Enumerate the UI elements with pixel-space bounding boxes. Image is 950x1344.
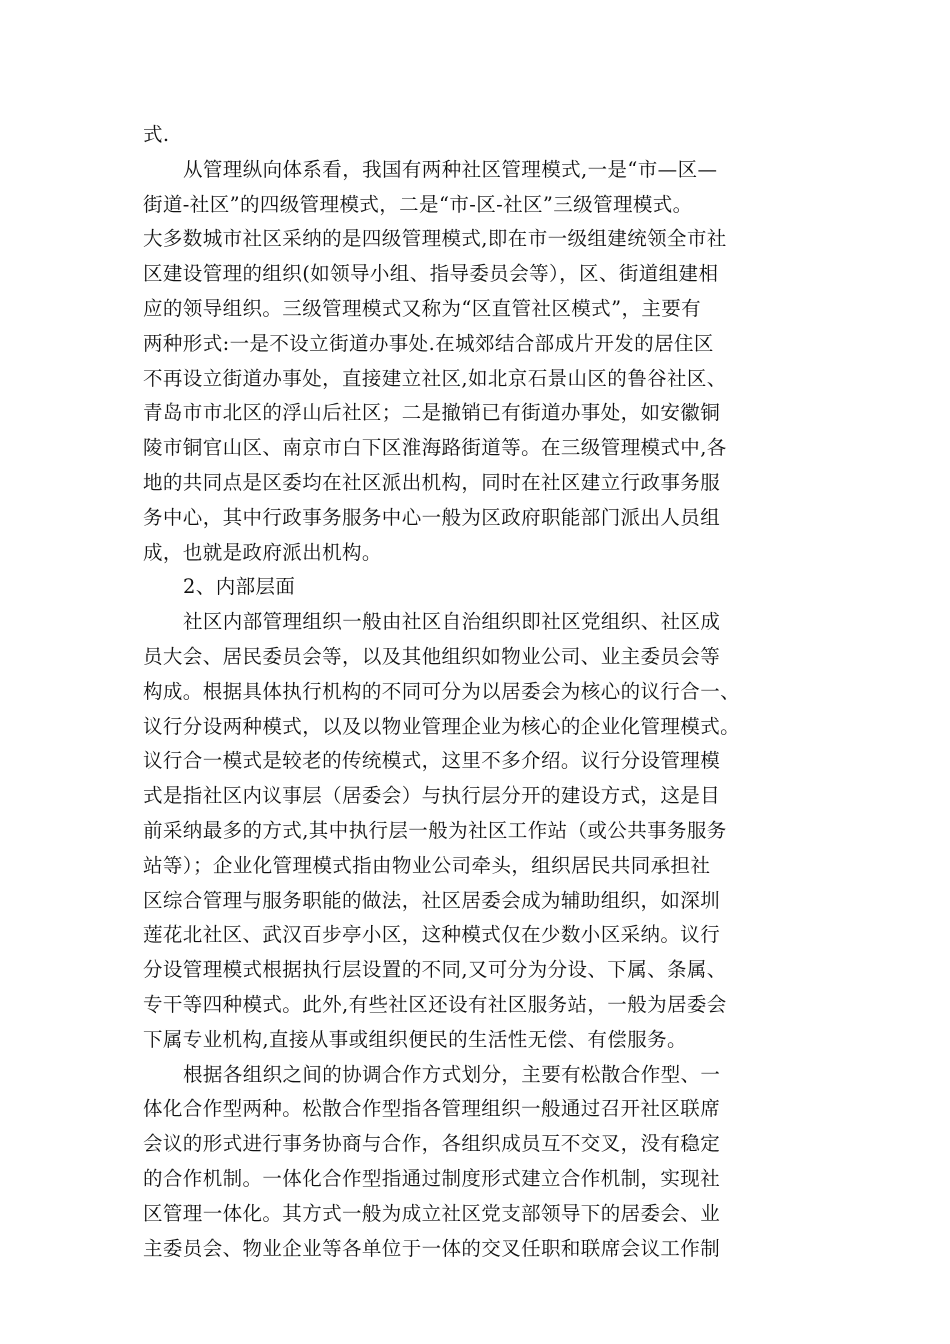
text-line: 下属专业机构,直接从事或组织便民的生活性无偿、有偿服务。 bbox=[143, 1027, 687, 1051]
text-line: 莲花北社区、武汉百步亭小区，这种模式仅在少数小区采纳。议行 bbox=[143, 923, 721, 947]
text-line: 街道-社区”的四级管理模式，二是“市-区-社区”三级管理模式。 bbox=[143, 192, 693, 216]
text-line: 的合作机制。一体化合作型指通过制度形式建立合作机制，实现社 bbox=[143, 1166, 721, 1190]
document-page bbox=[143, 118, 803, 1266]
text-line: 区建设管理的组织(如领导小组、指导委员会等），区、街道组建相 bbox=[143, 262, 719, 286]
text-line: 前采纳最多的方式,其中执行层一般为社区工作站（或公共事务服务 bbox=[143, 818, 727, 842]
text-line: 议行合一模式是较老的传统模式，这里不多介绍。议行分设管理模 bbox=[143, 749, 721, 773]
text-line: 构成。根据具体执行机构的不同可分为以居委会为核心的议行合一、 bbox=[143, 679, 741, 703]
text-line: 2、内部层面 bbox=[183, 575, 296, 599]
text-line: 从管理纵向体系看，我国有两种社区管理模式,一是“市—区— bbox=[183, 157, 718, 181]
text-line: 两种形式:一是不设立街道办事处.在城郊结合部成片开发的居住区 bbox=[143, 331, 714, 355]
text-line: 成，也就是政府派出机构。 bbox=[143, 540, 382, 564]
text-line: 不再设立街道办事处，直接建立社区,如北京石景山区的鲁谷社区、 bbox=[143, 366, 727, 390]
text-line: 式是指社区内议事层（居委会）与执行层分开的建设方式，这是目 bbox=[143, 784, 721, 808]
text-line: 会议的形式进行事务协商与合作，各组织成员互不交叉，没有稳定 bbox=[143, 1132, 721, 1156]
text-line: 应的领导组织。三级管理模式又称为“区直管社区模式”，主要有 bbox=[143, 296, 702, 320]
text-line: 根据各组织之间的协调合作方式划分，主要有松散合作型、一 bbox=[183, 1062, 721, 1086]
text-line: 青岛市市北区的浮山后社区；二是撤销已有街道办事处，如安徽铜 bbox=[143, 401, 721, 425]
text-line: 主委员会、物业企业等各单位于一体的交叉任职和联席会议工作制 bbox=[143, 1236, 721, 1260]
text-line: 体化合作型两种。松散合作型指各管理组织一般通过召开社区联席 bbox=[143, 1097, 721, 1121]
text-line: 社区内部管理组织一般由社区自治组织即社区党组织、社区成 bbox=[183, 610, 721, 634]
text-line: 区管理一体化。其方式一般为成立社区党支部领导下的居委会、业 bbox=[143, 1201, 721, 1225]
text-line: 员大会、居民委员会等，以及其他组织如物业公司、业主委员会等 bbox=[143, 644, 721, 668]
text-line: 专干等四种模式。此外,有些社区还设有社区服务站，一般为居委会 bbox=[143, 992, 727, 1016]
text-line: 陵市铜官山区、南京市白下区淮海路街道等。在三级管理模式中,各 bbox=[143, 436, 727, 460]
text-line: 分设管理模式根据执行层设置的不同,又可分为分设、下属、条属、 bbox=[143, 958, 727, 982]
text-line: 式. bbox=[143, 123, 170, 146]
text-line: 区综合管理与服务职能的做法，社区居委会成为辅助组织，如深圳 bbox=[143, 888, 721, 912]
text-line: 地的共同点是区委均在社区派出机构，同时在社区建立行政事务服 bbox=[143, 470, 721, 494]
text-line: 站等）；企业化管理模式指由物业公司牵头，组织居民共同承担社 bbox=[143, 853, 711, 877]
text-line: 大多数城市社区采纳的是四级管理模式,即在市一级组建统领全市社 bbox=[143, 227, 727, 251]
text-line: 务中心，其中行政事务服务中心一般为区政府职能部门派出人员组 bbox=[143, 505, 721, 529]
text-line: 议行分设两种模式，以及以物业管理企业为核心的企业化管理模式。 bbox=[143, 714, 741, 738]
